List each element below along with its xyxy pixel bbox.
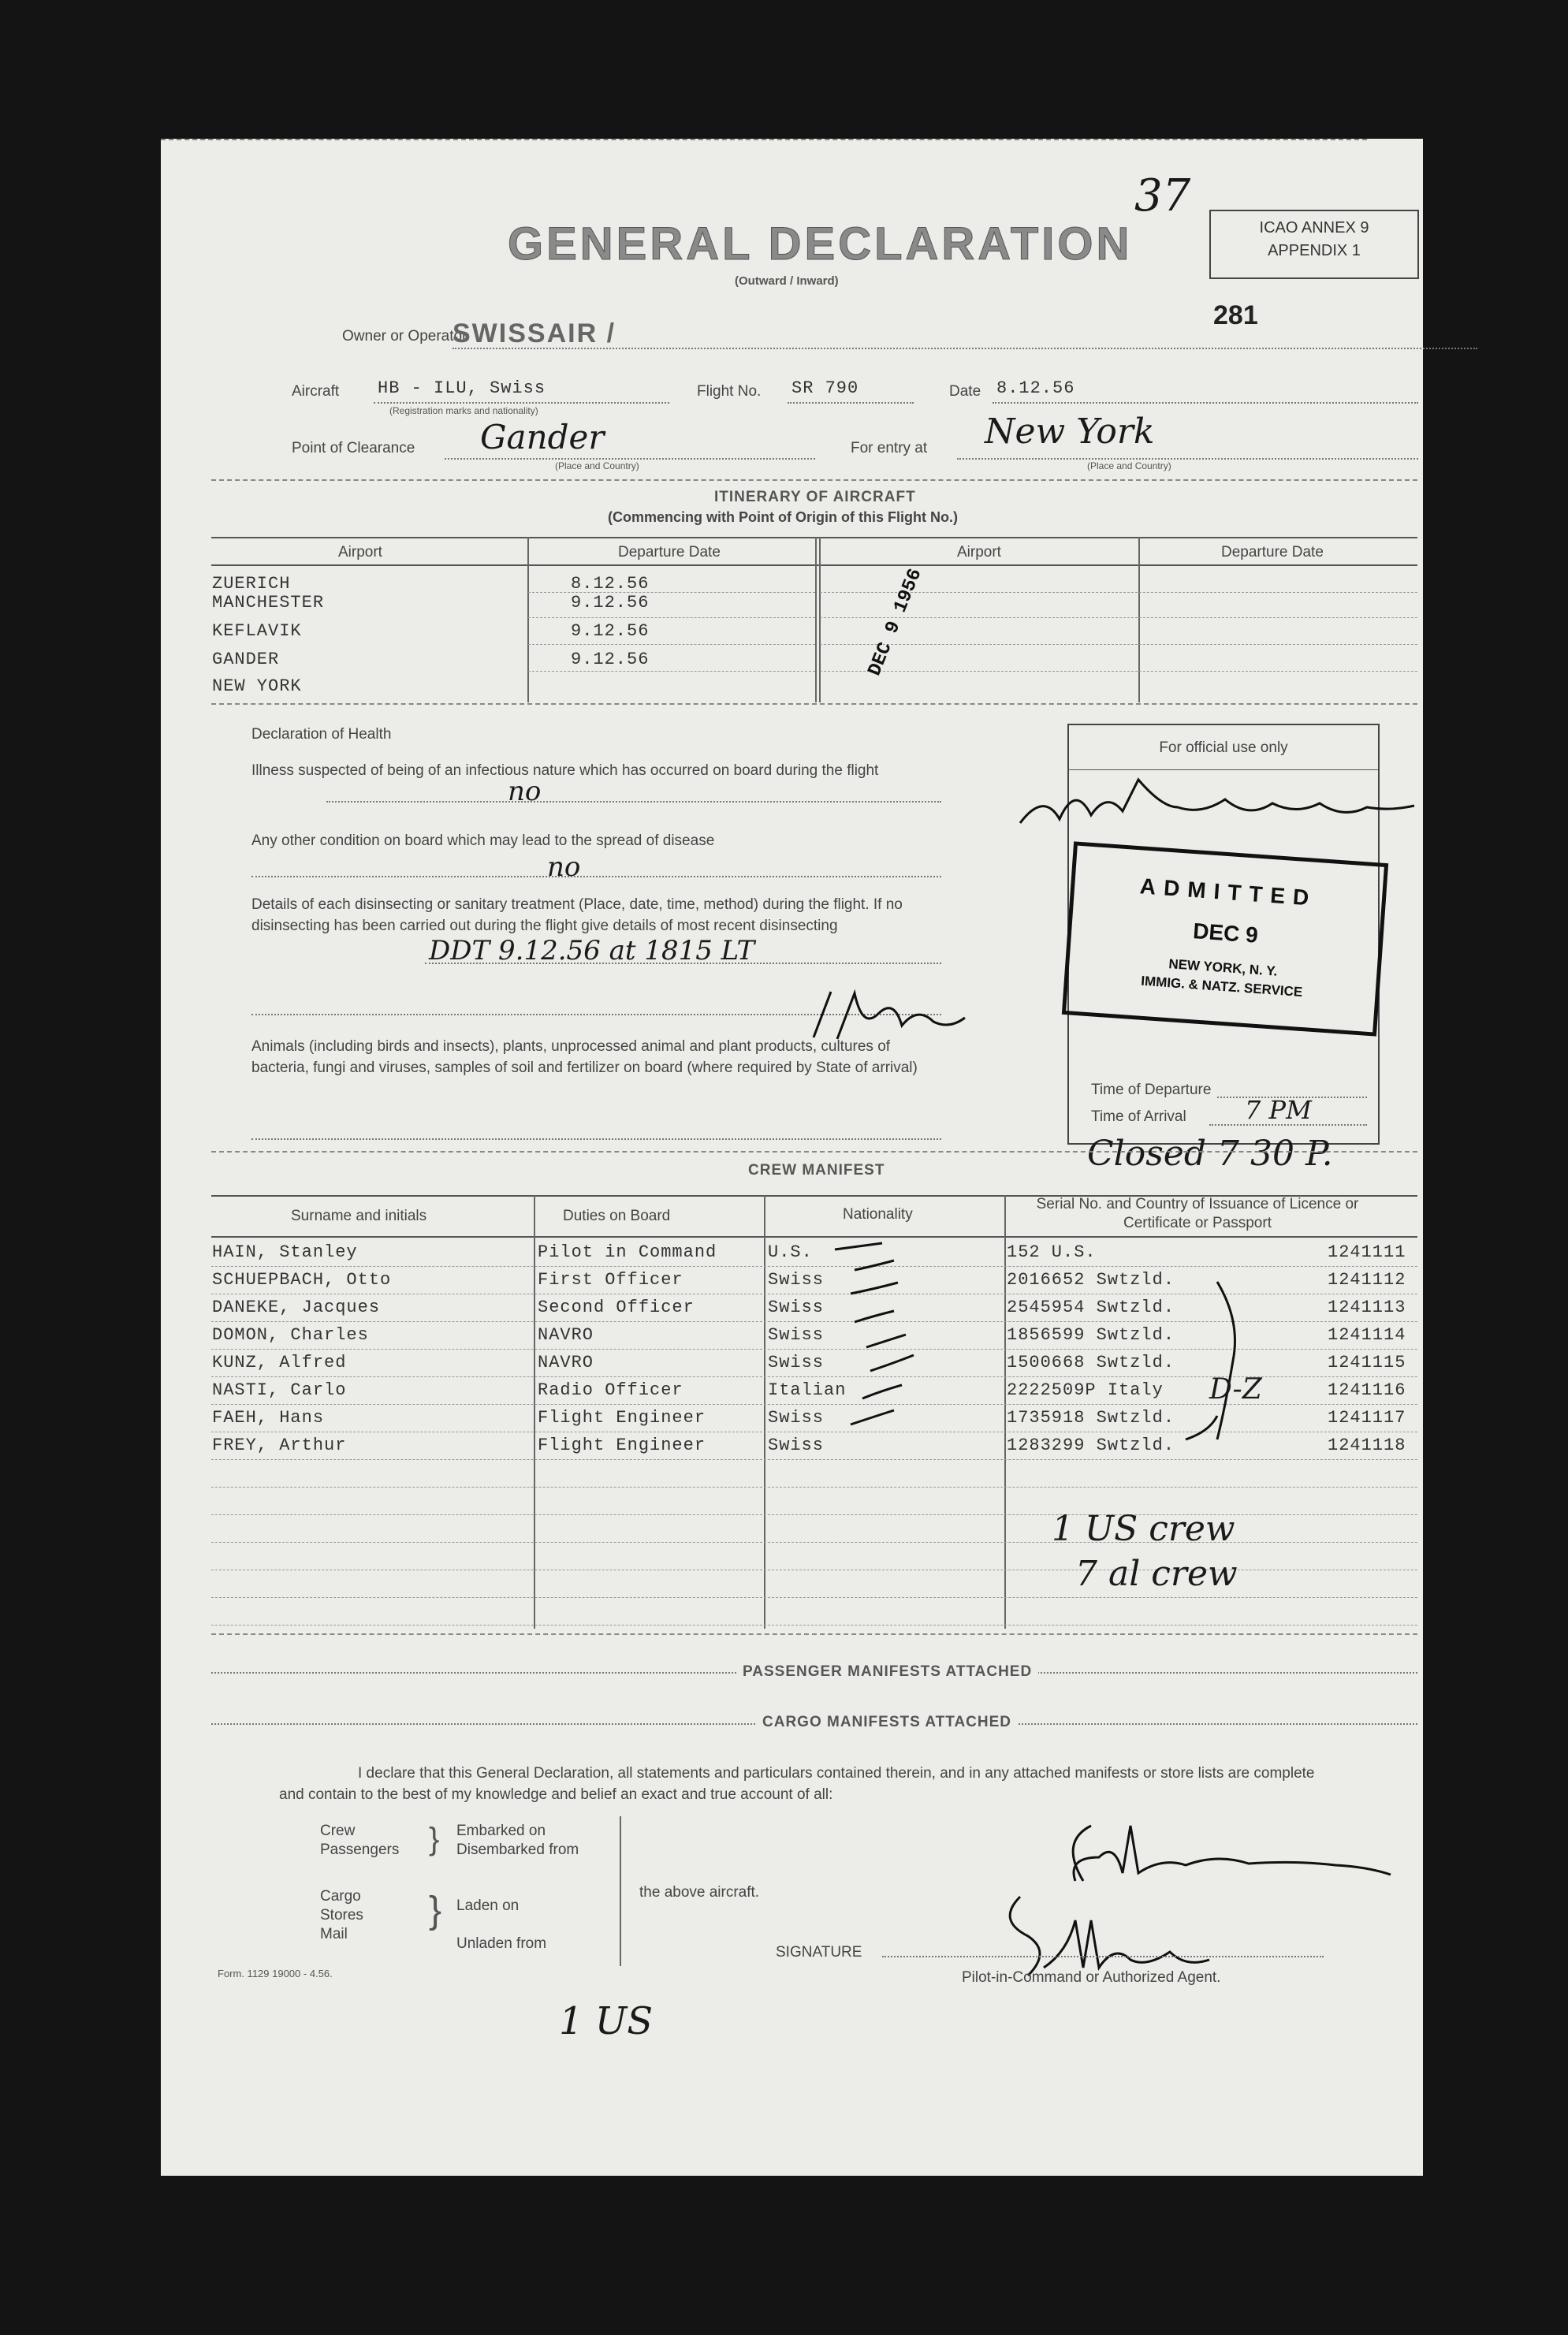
crew-cell-serial: 1735918 Swtzld. bbox=[1007, 1408, 1175, 1428]
crew-cell-duty: Pilot in Command bbox=[538, 1242, 717, 1262]
crew-cell-num: 1241112 bbox=[1328, 1270, 1406, 1290]
signature-label: SIGNATURE bbox=[776, 1944, 862, 1961]
decl-mail: Mail bbox=[320, 1926, 348, 1942]
decl-mid-group-1 bbox=[456, 1822, 579, 1860]
handwritten-page-number: 37 bbox=[1134, 170, 1191, 222]
crew-cell-nat: Swiss bbox=[768, 1270, 825, 1290]
official-heading: For official use only bbox=[1159, 739, 1288, 756]
crew-cell-num: 1241117 bbox=[1328, 1408, 1406, 1428]
crew-dz-note: D-Z bbox=[1209, 1373, 1262, 1406]
decl-left-group-1 bbox=[320, 1822, 399, 1860]
date-label: Date bbox=[949, 383, 981, 400]
crew-cell-nat: U.S. bbox=[768, 1242, 813, 1262]
passenger-manifests: PASSENGER MANIFESTS ATTACHED bbox=[736, 1663, 1038, 1681]
decl-mid-group-2 bbox=[456, 1887, 546, 1963]
itin-row-date: 9.12.56 bbox=[571, 593, 650, 613]
crew-cell-duty: NAVRO bbox=[538, 1353, 594, 1372]
crew-cell-nat: Italian bbox=[768, 1380, 847, 1400]
date-value: 8.12.56 bbox=[996, 378, 1075, 398]
crew-cell-duty: NAVRO bbox=[538, 1325, 594, 1345]
health-q1: Illness suspected of being of an infectious nature which has occurred on board during the flight bbox=[251, 762, 879, 779]
decl-brace-2: } bbox=[429, 1890, 442, 1931]
health-a1: no bbox=[508, 776, 542, 807]
crew-cell-num: 1241116 bbox=[1328, 1380, 1406, 1400]
health-a3: DDT 9.12.56 at 1815 LT bbox=[429, 935, 755, 966]
crew-header-serial: Serial No. and Country of Issuance of Licence or Certificate or Passport bbox=[1036, 1196, 1359, 1231]
crew-cell-duty: Flight Engineer bbox=[538, 1436, 706, 1455]
crew-cell-duty: Second Officer bbox=[538, 1298, 695, 1317]
itin-row-date: 8.12.56 bbox=[571, 574, 650, 594]
entry-note: (Place and Country) bbox=[1087, 460, 1171, 471]
icao-line1: ICAO ANNEX 9 bbox=[1259, 219, 1369, 236]
crew-cell-serial: 2222509P Italy bbox=[1007, 1380, 1164, 1400]
stamp-location: NEW YORK, N. Y. bbox=[1168, 956, 1279, 979]
crew-cell-serial: 152 U.S. bbox=[1007, 1242, 1097, 1262]
entry-value: New York bbox=[985, 412, 1155, 452]
official-signature-scribble bbox=[1012, 776, 1422, 839]
crew-cell-duty: First Officer bbox=[538, 1270, 683, 1290]
itinerary-date-stamp: DEC 9 1956 bbox=[864, 565, 927, 680]
icao-line2: APPENDIX 1 bbox=[1268, 242, 1361, 259]
crew-cell-nat: Swiss bbox=[768, 1436, 825, 1455]
admitted-stamp bbox=[1062, 841, 1388, 1036]
crew-cell-num: 1241114 bbox=[1328, 1325, 1406, 1345]
crew-cell-duty: Radio Officer bbox=[538, 1380, 683, 1400]
itin-header-airport-1: Airport bbox=[338, 544, 382, 560]
itin-row-airport: GANDER bbox=[212, 650, 280, 669]
itin-row-airport: KEFLAVIK bbox=[212, 621, 302, 641]
flight-label: Flight No. bbox=[697, 383, 762, 400]
crew-cell-name: SCHUEPBACH, Otto bbox=[212, 1270, 392, 1290]
closed-note: Closed 7 30 P. bbox=[1087, 1134, 1333, 1174]
page-subtitle: (Outward / Inward) bbox=[735, 274, 839, 288]
crew-cell-name: DOMON, Charles bbox=[212, 1325, 369, 1345]
crew-al-note: 7 al crew bbox=[1075, 1554, 1238, 1594]
form-reference: Form. 1129 19000 - 4.56. bbox=[218, 1968, 333, 1979]
decl-disembarked: Disembarked from bbox=[456, 1842, 579, 1858]
owner-label: Owner or Operator bbox=[342, 328, 467, 344]
crew-us-note: 1 US crew bbox=[1052, 1509, 1235, 1549]
decl-left-group-2 bbox=[320, 1887, 363, 1944]
health-q2: Any other condition on board which may lead to the spread of disease bbox=[251, 832, 715, 849]
crew-cell-num: 1241113 bbox=[1328, 1298, 1406, 1317]
crew-cell-name: DANEKE, Jacques bbox=[212, 1298, 381, 1317]
crew-cell-nat: Swiss bbox=[768, 1353, 825, 1372]
page-title: GENERAL DECLARATION bbox=[508, 218, 1133, 270]
itin-row-date: 9.12.56 bbox=[571, 621, 650, 641]
crew-cell-nat: Swiss bbox=[768, 1298, 825, 1317]
crew-cell-serial: 2545954 Swtzld. bbox=[1007, 1298, 1175, 1317]
decl-cargo: Cargo bbox=[320, 1888, 361, 1905]
cargo-manifests: CARGO MANIFESTS ATTACHED bbox=[756, 1714, 1018, 1731]
crew-bracket-note bbox=[1154, 1274, 1422, 1471]
crew-header-name: Surname and initials bbox=[291, 1208, 427, 1224]
aircraft-label: Aircraft bbox=[292, 383, 340, 400]
decl-brace-1: } bbox=[429, 1822, 440, 1856]
health-q3: Details of each disinsecting or sanitary treatment (Place, date, time, method) during the flight. If no disinsecting has been carried out during the flight give details of most recent disinsecting bbox=[251, 896, 903, 934]
entry-label: For entry at bbox=[851, 440, 928, 456]
bottom-handwritten-note: 1 US bbox=[559, 1999, 654, 2043]
document-sheet bbox=[161, 139, 1423, 2176]
flight-value: SR 790 bbox=[791, 378, 859, 398]
itin-row-airport: MANCHESTER bbox=[212, 593, 325, 613]
crew-cell-serial: 1500668 Swtzld. bbox=[1007, 1353, 1175, 1372]
health-a2: no bbox=[547, 851, 581, 883]
itinerary-subtitle: (Commencing with Point of Origin of this Flight No.) bbox=[608, 509, 958, 525]
aircraft-value: HB - ILU, Swiss bbox=[378, 378, 546, 398]
time-arrival-value: 7 PM bbox=[1245, 1095, 1312, 1125]
crew-cell-name: NASTI, Carlo bbox=[212, 1380, 347, 1400]
crew-cell-name: KUNZ, Alfred bbox=[212, 1353, 347, 1372]
decl-embarked: Embarked on bbox=[456, 1823, 546, 1839]
crew-check-marks bbox=[764, 1237, 1040, 1631]
crew-cell-name: HAIN, Stanley bbox=[212, 1242, 358, 1262]
itin-header-date-2: Departure Date bbox=[1221, 544, 1324, 560]
signer-label: Pilot-in-Command or Authorized Agent. bbox=[962, 1969, 1221, 1986]
declaration-text: I declare that this General Declaration, all statements and particulars contained therein, and in any attached manifests or store lists are complete and contain to the best of my knowledge and belief an exact and true account of all: bbox=[279, 1765, 1315, 1803]
decl-unladen: Unladen from bbox=[456, 1935, 547, 1952]
clearance-note: (Place and Country) bbox=[555, 460, 639, 471]
aircraft-note: (Registration marks and nationality) bbox=[389, 405, 538, 416]
decl-passengers: Passengers bbox=[320, 1842, 400, 1858]
clearance-label: Point of Clearance bbox=[292, 440, 415, 456]
stamp-service: IMMIG. & NATZ. SERVICE bbox=[1140, 973, 1303, 1000]
itin-header-airport-2: Airport bbox=[957, 544, 1001, 560]
decl-above-aircraft: the above aircraft. bbox=[639, 1884, 760, 1901]
crew-cell-nat: Swiss bbox=[768, 1325, 825, 1345]
itinerary-title: ITINERARY OF AIRCRAFT bbox=[714, 489, 916, 505]
decl-crew: Crew bbox=[320, 1823, 356, 1839]
icao-box bbox=[1209, 210, 1419, 279]
owner-value: SWISSAIR / bbox=[453, 318, 616, 348]
crew-cell-num: 1241115 bbox=[1328, 1353, 1406, 1372]
crew-cell-serial: 1283299 Swtzld. bbox=[1007, 1436, 1175, 1455]
decl-stores: Stores bbox=[320, 1907, 363, 1923]
crew-cell-name: FAEH, Hans bbox=[212, 1408, 325, 1428]
health-q4: Animals (including birds and insects), plants, unprocessed animal and plant products, cultures of bacteria, fungi and viruses, samples of soil and fertilizer on board (where required by State of arrival) bbox=[251, 1038, 918, 1076]
pilot-signature bbox=[981, 1810, 1422, 1991]
time-arrival-label: Time of Arrival bbox=[1091, 1108, 1186, 1125]
clearance-value: Gander bbox=[480, 418, 605, 456]
crew-cell-serial: 2016652 Swtzld. bbox=[1007, 1270, 1175, 1290]
itin-row-airport: ZUERICH bbox=[212, 574, 291, 594]
health-heading: Declaration of Health bbox=[251, 726, 392, 743]
crew-title: CREW MANIFEST bbox=[748, 1162, 885, 1179]
crew-cell-num: 1241111 bbox=[1328, 1242, 1406, 1262]
crew-cell-duty: Flight Engineer bbox=[538, 1408, 706, 1428]
crew-cell-name: FREY, Arthur bbox=[212, 1436, 347, 1455]
decl-laden: Laden on bbox=[456, 1897, 520, 1914]
itin-header-date-1: Departure Date bbox=[618, 544, 721, 560]
crew-cell-num: 1241118 bbox=[1328, 1436, 1406, 1455]
stamp-date: DEC 9 bbox=[1192, 918, 1259, 948]
form-number: 281 bbox=[1213, 300, 1258, 330]
itin-row-date: 9.12.56 bbox=[571, 650, 650, 669]
itin-row-airport: NEW YORK bbox=[212, 676, 302, 696]
crew-cell-nat: Swiss bbox=[768, 1408, 825, 1428]
crew-header-duty: Duties on Board bbox=[563, 1208, 671, 1224]
crew-cell-serial: 1856599 Swtzld. bbox=[1007, 1325, 1175, 1345]
crew-header-nat: Nationality bbox=[843, 1206, 913, 1223]
time-departure-label: Time of Departure bbox=[1091, 1082, 1212, 1098]
stamp-admitted: ADMITTED bbox=[1139, 873, 1318, 911]
